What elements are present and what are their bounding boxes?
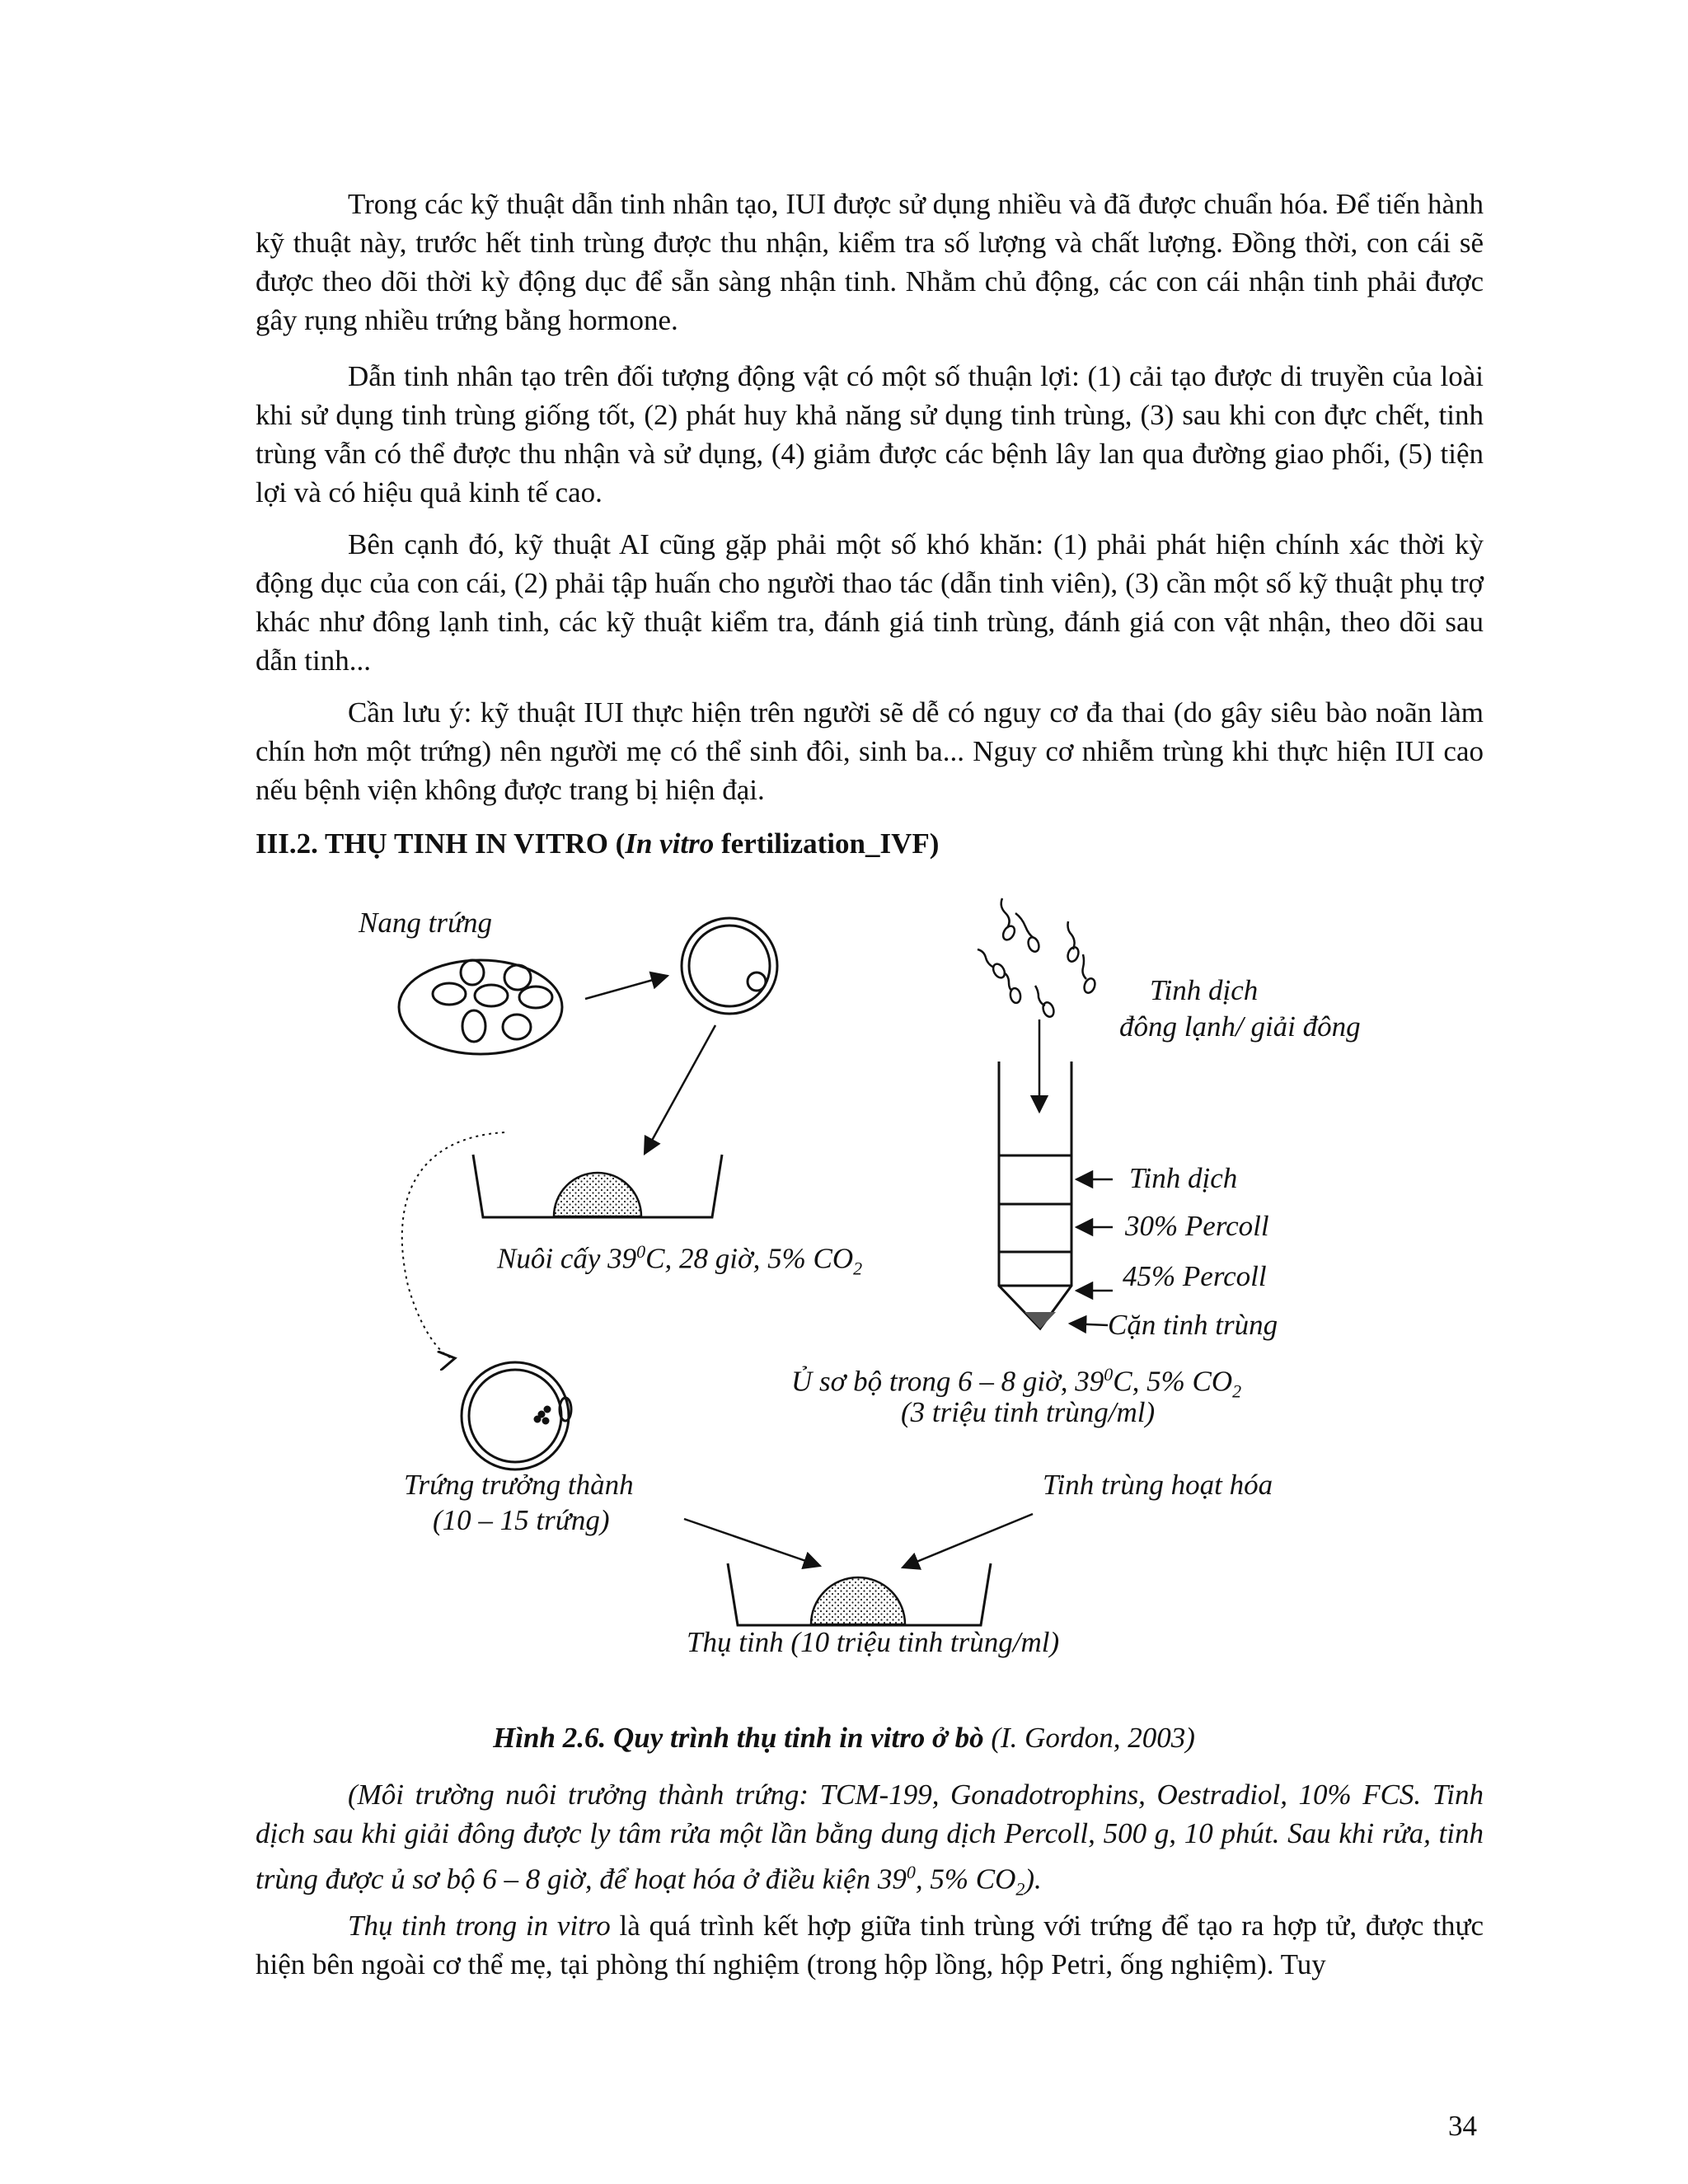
label-percoll-30: 30% Percoll [1125, 1210, 1269, 1242]
centrifuge-tube [999, 1062, 1071, 1329]
label-semen: Tinh dịch [1150, 974, 1259, 1006]
paragraph-ivf-definition: Thụ tinh trong in vitro là quá trình kết hợp giữa tinh trùng với trứng để tạo ra hợp tử, được thực hiện bên ngoài cơ thể mẹ, tại phòng thí nghiệm (trong hộp lồng, hộp Petri, ống nghiệm). Tuy [256, 1910, 1484, 1980]
label-egg-count: (10 – 15 trứng) [433, 1504, 610, 1536]
paragraph-difficulties: Bên cạnh đó, kỹ thuật AI cũng gặp phải một số khó khăn: (1) phải phát hiện chính xác thời kỳ động dục của con cái, (2) phải tập huấn cho người thao tác (dẫn tinh viên), (3) cần một số kỹ thuật phụ trợ khác như đông lạnh tinh, các kỹ thuật kiểm tra, đánh giá tinh trùng, đánh giá con vật nhận, theo dõi sau dẫn tinh... [256, 528, 1484, 677]
paragraph-advantages: Dẫn tinh nhân tạo trên đối tượng động vật có một số thuận lợi: (1) cải tạo được di truyền của loài khi sử dụng tinh trùng giống tốt, (2) phát huy khả năng sử dụng tinh trùng, (3) sau khi con đực chết, tinh trùng vẫn có thể được thu nhận và sử dụng, (4) giảm được các bệnh lây lan qua đường giao phối, (5) tiện lợi và có hiệu quả kinh tế cao. [256, 360, 1484, 509]
oocyte-shape [682, 918, 777, 1014]
section-heading: III.2. THỤ TINH IN VITRO (In vitro fertilization_IVF) [256, 827, 940, 860]
label-mature-egg: Trứng trưởng thành [404, 1469, 634, 1501]
sperm-icon [978, 898, 1097, 1019]
label-activated-sperm: Tinh trùng hoạt hóa [1043, 1469, 1273, 1501]
label-preincubation: Ủ sơ bộ trong 6 – 8 giờ, $39^0C$, 5% $CO_2$ [791, 1364, 1242, 1402]
label-semen-layer: Tinh dịch [1129, 1162, 1238, 1194]
label-follicle: Nang trứng [359, 907, 493, 939]
figure-caption: Hình 2.6. Quy trình thụ tinh in vitro ở bò (I. Gordon, 2003) [493, 1722, 1195, 1754]
label-fertilization: Thụ tinh (10 triệu tinh trùng/ml) [687, 1626, 1060, 1658]
fertilization-dish [728, 1563, 991, 1625]
sperm-pellet [1025, 1312, 1056, 1329]
culture-dish-1 [473, 1155, 722, 1217]
label-culture-conditions: Nuôi cấy $39^0C$, 28 giờ, 5% $CO_2$ [497, 1241, 863, 1279]
paragraph-iui: Trong các kỹ thuật dẫn tinh nhân tạo, IUI được sử dụng nhiều và đã được chuẩn hóa. Để tiến hành kỹ thuật này, trước hết tinh trùng được thu nhận, kiểm tra số lượng và chất lượng. Đồng thời, con cái sẽ được theo dõi thời kỳ động dục để sẵn sàng nhận tinh. Nhằm chủ động, các con cái nhận tinh phải được gây rụng nhiều trứng bằng hormone. [256, 188, 1484, 336]
label-percoll-45: 45% Percoll [1123, 1260, 1267, 1292]
page-number: 34 [1448, 2110, 1477, 2142]
mature-oocyte-shape [462, 1362, 571, 1469]
figure-note: (Môi trường nuôi trưởng thành trứng: TCM-199, Gonadotrophins, Oestradiol, 10% FCS. Tinh dịch sau khi giải đông được ly tâm rửa một lần bằng dung dịch Percoll, 500 g, 10 phút. Sau khi rửa, tinh trùng được ủ sơ bộ 6 – 8 giờ, để hoạt hóa ở điều kiện $39^0$, 5% $CO_2$). [256, 1779, 1484, 1900]
label-sperm-pellet: Cặn tinh trùng [1108, 1309, 1278, 1341]
label-sperm-3-million: (3 triệu tinh trùng/ml) [901, 1396, 1156, 1428]
label-frozen-thawed: đông lạnh/ giải đông [1119, 1010, 1361, 1043]
paragraph-note-iui: Cần lưu ý: kỹ thuật IUI thực hiện trên người sẽ dễ có nguy cơ đa thai (do gây siêu bào noãn làm chín hơn một trứng) nên người mẹ có thể sinh đôi, sinh ba... Nguy cơ nhiễm trùng khi thực hiện IUI cao nếu bệnh viện không được trang bị hiện đại. [256, 696, 1484, 806]
follicle-shape [399, 960, 562, 1054]
